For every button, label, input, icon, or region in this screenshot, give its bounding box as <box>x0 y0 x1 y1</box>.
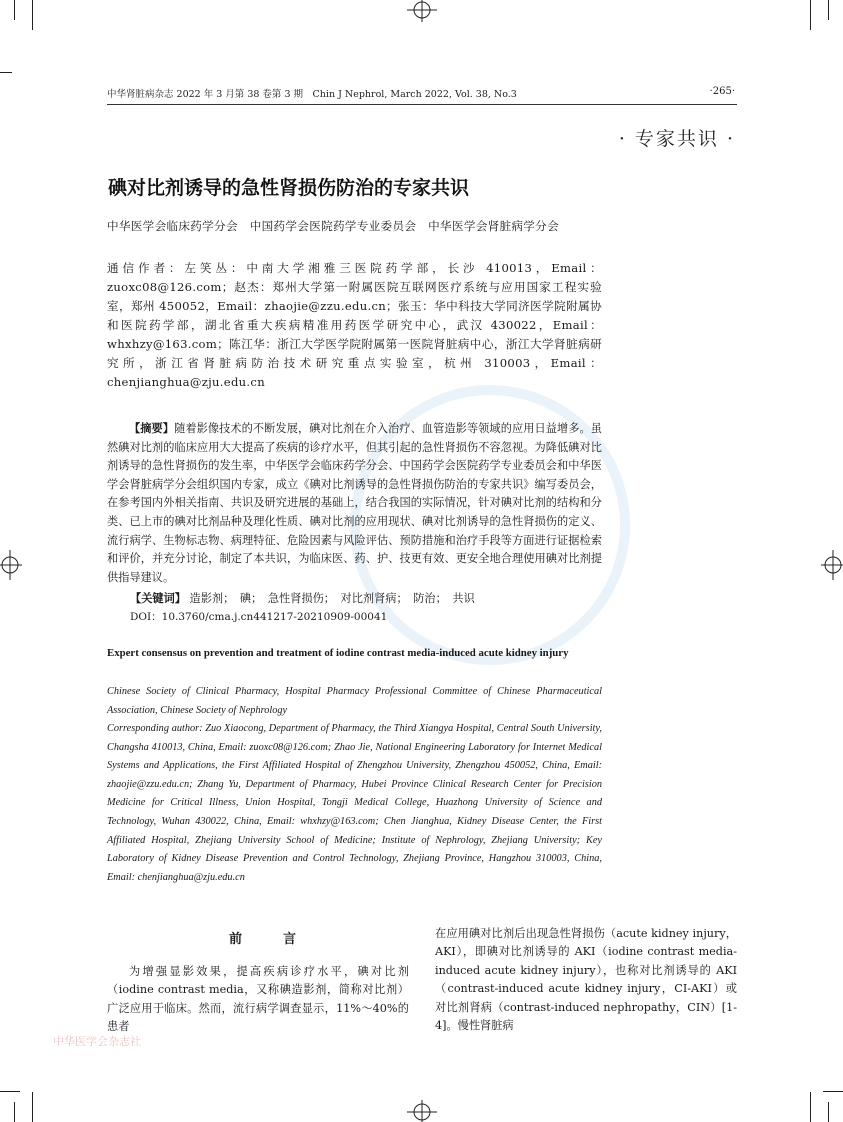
column-tag: · 专家共识 · <box>618 128 735 150</box>
english-title: Expert consensus on prevention and treatment of iodine contrast media-induced acute kidney injury <box>107 647 569 659</box>
registration-target-icon <box>821 550 843 580</box>
crop-mark <box>810 1092 811 1122</box>
keywords-text: 造影剂； 碘； 急性肾损伤； 对比剂肾病； 防治； 共识 <box>189 592 475 605</box>
crop-mark <box>14 1102 15 1122</box>
registration-target-icon <box>407 1100 437 1122</box>
crop-mark <box>0 72 12 73</box>
doi: DOI：10.3760/cma.j.cn441217-20210909-00041 <box>130 611 388 623</box>
crop-mark <box>823 1091 843 1092</box>
page-number: ·265· <box>709 86 735 97</box>
english-correspondence: Corresponding author: Zuo Xiaocong, Department of Pharmacy, the Third Xiangya Hospital, Central South University, Changsha 410013, China, Email: zuoxc08@126.com; Zhao Jie, National Engineering Laboratory for Internet Medical Systems and Applications, the First Affiliated Hospital of Zhengzhou University, Zhengzhou 450052, China, Email: zhaojie@zzu.edu.cn; Zhang Yu, Department of Pharmacy, Hubei Province Clinical Research Center for Precision Medicine for Critical Illness, Union Hospital, Tongji Medical College, Huazhong University of Science and Technology, Wuhan 430022, China, Email: whxhzy@163.com; Chen Jianghua, Kidney Disease Center, the First Affiliated Hospital, Zhejiang University School of Medicine; Institute of Nephrology, Zhejiang University; Key Laboratory of Kidney Disease Prevention and Control Technology, Zhejiang Province, Hangzhou 310003, China, Email: chenjianghua@zju.edu.cn <box>107 723 602 883</box>
abstract <box>107 419 602 587</box>
header-divider <box>107 104 737 105</box>
preface-right-column: 在应用碘对比剂后出现急性肾损伤（acute kidney injury，AKI），即碘对比剂诱导的 AKI（iodine contrast media-induced acute kidney injury），也称对比剂诱导的 AKI（contrast-induced acute kidney injury，CI-AKI）或对比剂肾病（contrast-induced nephropathy，CIN）[1-4]。慢性肾脏病 <box>435 927 737 1033</box>
journal-header: 中华肾脏病杂志 2022 年 3 月第 38 卷第 3 期 Chin J Nephrol, March 2022, Vol. 38, No.3 <box>107 89 517 100</box>
section-heading-preface: 前 言 <box>229 932 311 947</box>
crop-mark <box>32 1092 33 1122</box>
abstract-text: 随着影像技术的不断发展，碘对比剂在介入治疗、血管造影等领域的应用日益增多。虽然碘对比剂的临床应用大大提高了疾病的诊疗水平，但其引起的急性肾损伤不容忽视。为降低碘对比剂诱导的急性肾损伤的发生率，中华医学会临床药学分会、中国药学会医院药学专业委员会和中华医学会肾脏病学分会组织国内专家，成立《碘对比剂诱导的急性肾损伤防治的专家共识》编写委员会，在参考国内外相关指南、共识及研究进展的基础上，结合我国的实际情况，针对碘对比剂的结构和分类、已上市的碘对比剂品种及理化性质、碘对比剂的应用现状、碘对比剂诱导的急性肾损伤的定义、流行病学、生物标志物、病理特征、危险因素与风险评估、预防措施和治疗手段等方面进行证据检索和评价，并充分讨论，制定了本共识，为临床医、药、护、技更有效、更安全地合理使用碘对比剂提供指导建议。 <box>107 422 602 584</box>
crop-mark <box>14 0 15 20</box>
crop-mark <box>828 1102 829 1122</box>
crop-mark <box>0 1091 20 1092</box>
preface-left-column: 为增强显影效果，提高疾病诊疗水平，碘对比剂（iodine contrast media，又称碘造影剂，简称对比剂）广泛应用于临床。然而，流行病学调查显示，11%～40%的患者 <box>107 965 409 1034</box>
crop-mark <box>810 0 811 30</box>
keywords <box>130 590 475 606</box>
authors-cn: 中华医学会临床药学分会 中国药学会医院药学专业委员会 中华医学会肾脏病学分会 <box>107 219 559 233</box>
correspondence-cn: 通信作者：左笑丛：中南大学湘雅三医院药学部，长沙 410013，Email：zuoxc08@126.com；赵杰：郑州大学第一附属医院互联网医疗系统与应用国家工程实验室，郑州 450052，Email：zhaojie@zzu.edu.cn；张玉：华中科技大学同济医学院附属协和医院药学部，湖北省重大疾病精准用药医学研究中心，武汉 430022，Email：whxhzy@163.com；陈江华：浙江大学医学院附属第一医院肾脏病中心，浙江大学肾脏病研究所，浙江省肾脏病防治技术研究重点实验室，杭州 310003，Email：chenjianghua@zju.edu.cn <box>107 261 602 389</box>
publisher-watermark: 中华医学会杂志社 <box>53 1035 141 1048</box>
article-title: 碘对比剂诱导的急性肾损伤防治的专家共识 <box>108 177 470 199</box>
registration-target-icon <box>0 550 22 580</box>
registration-target-icon <box>407 0 437 22</box>
english-authors: Chinese Society of Clinical Pharmacy, Hospital Pharmacy Professional Committee of Chinese Pharmaceutical Association, Chinese Society of Nephrology <box>107 686 602 716</box>
abstract-label: 【摘要】 <box>129 421 175 435</box>
crop-mark <box>32 0 33 30</box>
keywords-label: 【关键词】 <box>130 591 186 605</box>
crop-mark <box>828 0 829 20</box>
